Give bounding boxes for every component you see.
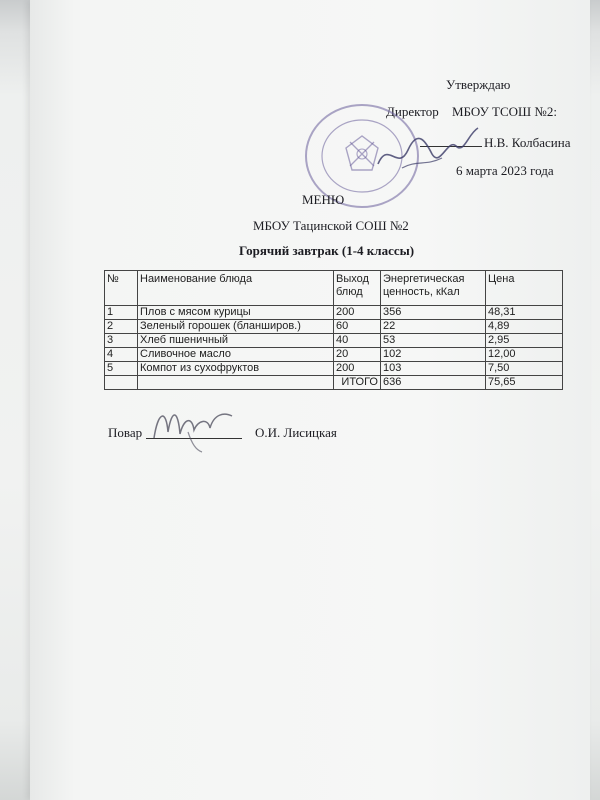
cell-number: 3 — [105, 334, 138, 348]
approve-label: Утверждаю — [446, 77, 511, 92]
cell-output: 60 — [334, 320, 381, 334]
table-row — [105, 306, 563, 320]
cell-empty — [138, 376, 334, 390]
table-row — [105, 320, 563, 334]
header-output: Выход блюд — [334, 271, 381, 306]
cell-energy: 102 — [381, 348, 486, 362]
cell-output: 20 — [334, 348, 381, 362]
director-label: Директор — [386, 104, 439, 119]
cell-price: 2,95 — [486, 334, 563, 348]
cell-number: 1 — [105, 306, 138, 320]
table-row — [105, 362, 563, 376]
header-number: № — [105, 271, 138, 306]
cell-energy: 356 — [381, 306, 486, 320]
cook-label: Повар — [108, 425, 143, 440]
cell-dish: Плов с мясом курицы — [138, 306, 334, 320]
approval-date: 6 марта 2023 года — [456, 163, 554, 178]
menu-title: МЕНЮ — [302, 192, 345, 207]
meal-title: Горячий завтрак (1-4 классы) — [239, 243, 415, 258]
header-price: Цена — [486, 271, 563, 306]
cell-dish: Зеленый горошек (бланширов.) — [138, 320, 334, 334]
cell-number: 2 — [105, 320, 138, 334]
cell-number: 5 — [105, 362, 138, 376]
total-price: 75,65 — [486, 376, 563, 390]
cell-energy: 22 — [381, 320, 486, 334]
total-energy: 636 — [381, 376, 486, 390]
cell-output: 200 — [334, 306, 381, 320]
school-org-label: МБОУ ТСОШ №2: — [452, 104, 557, 119]
cell-output: 200 — [334, 362, 381, 376]
cook-name: О.И. Лисицкая — [255, 425, 337, 440]
total-label: ИТОГО — [334, 376, 381, 390]
table-row — [105, 348, 563, 362]
cell-price: 12,00 — [486, 348, 563, 362]
table-header-row — [105, 271, 563, 306]
cell-dish: Хлеб пшеничный — [138, 334, 334, 348]
director-name: Н.В. Колбасина — [484, 135, 571, 150]
cell-dish: Компот из сухофруктов — [138, 362, 334, 376]
header-energy: Энергетическая ценность, кКал — [381, 271, 486, 306]
menu-table — [104, 270, 563, 390]
cook-signature — [148, 398, 240, 454]
table-row — [105, 334, 563, 348]
cell-price: 4,89 — [486, 320, 563, 334]
cell-number: 4 — [105, 348, 138, 362]
cell-empty — [105, 376, 138, 390]
cell-energy: 103 — [381, 362, 486, 376]
cell-price: 48,31 — [486, 306, 563, 320]
cell-price: 7,50 — [486, 362, 563, 376]
cell-output: 40 — [334, 334, 381, 348]
cell-energy: 53 — [381, 334, 486, 348]
school-name: МБОУ Тацинской СОШ №2 — [253, 218, 409, 233]
cell-dish: Сливочное масло — [138, 348, 334, 362]
header-dish: Наименование блюда — [138, 271, 334, 306]
director-signature — [368, 120, 488, 180]
table-total-row — [105, 376, 563, 390]
